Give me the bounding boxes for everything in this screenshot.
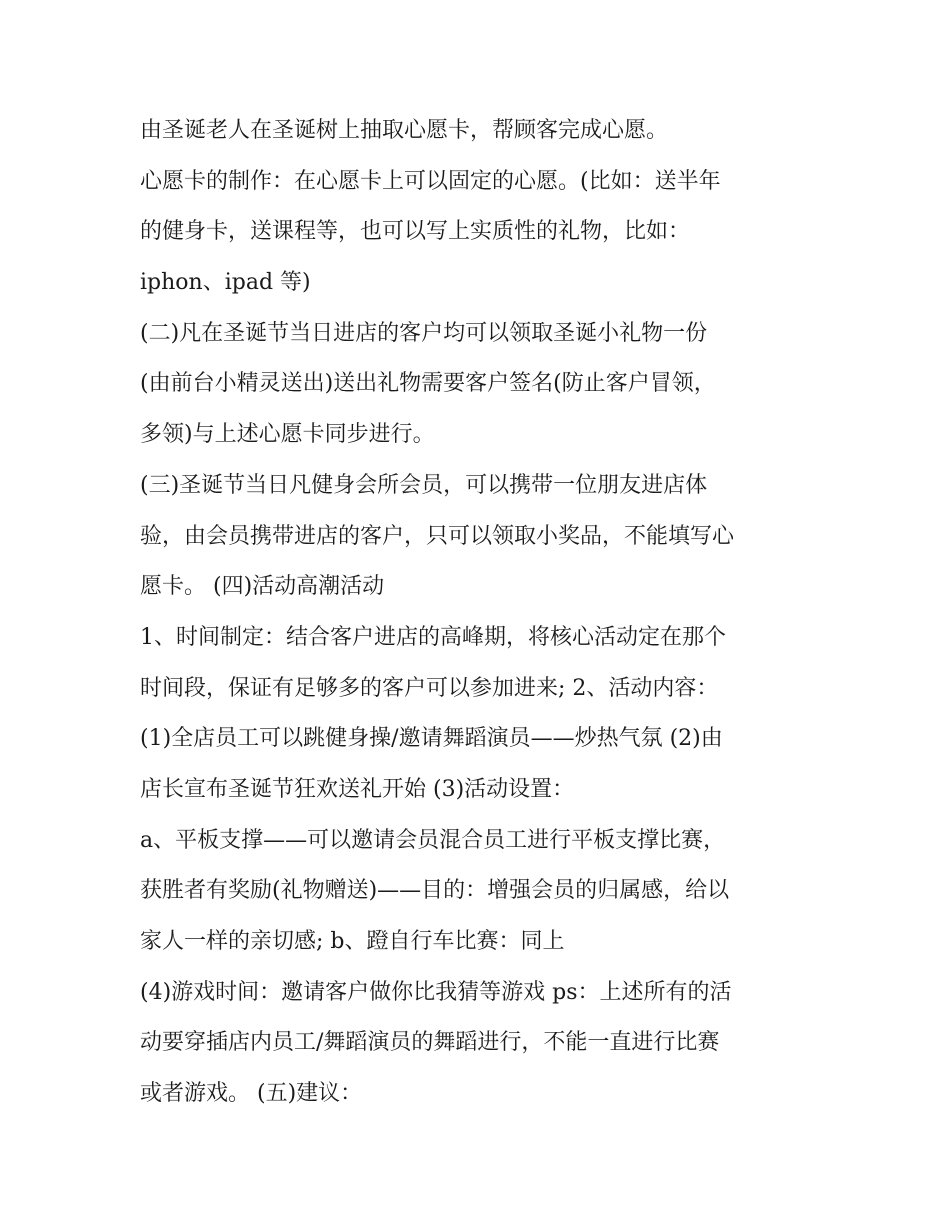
text-line: 家人一样的亲切感; b、蹬自行车比赛：同上 [140,929,565,954]
text-line: 或者游戏。 (五)建议： [140,1081,363,1107]
text-line: (4)游戏时间：邀请客户做你比我猜等游戏 ps：上述所有的活 [140,979,732,1005]
text-line: (三)圣诞节当日凡健身会所会员，可以携带一位朋友进店体 [140,472,708,498]
text-line: 验，由会员携带进店的客户，只可以领取小奖品，不能填写心 [140,523,735,549]
text-line: (1)全店员工可以跳健身操/邀请舞蹈演员——炒热气氛 (2)由 [140,726,723,752]
text-line: (二)凡在圣诞节当日进店的客户均可以领取圣诞小礼物一份 [140,320,708,346]
text-line: 心愿卡的制作：在心愿卡上可以固定的心愿。(比如：送半年 [140,168,721,194]
text-line: 动要穿插店内员工/舞蹈演员的舞蹈进行，不能一直进行比赛 [140,1030,720,1056]
text-line: 的健身卡，送课程等，也可以写上实质性的礼物，比如： [140,219,691,245]
text-line: 时间段，保证有足够多的客户可以参加进来; 2、活动内容： [140,675,719,701]
text-line: 愿卡。 (四)活动高潮活动 [140,574,385,600]
text-line: 获胜者有奖励(礼物赠送)——目的：增强会员的归属感，给以 [140,878,730,904]
document-body [140,106,830,1120]
text-line: 1、时间制定：结合客户进店的高峰期，将核心活动定在那个 [140,624,726,650]
text-line: iphon、ipad 等) [140,270,311,296]
text-line: 多领)与上述心愿卡同步进行。 [140,422,435,448]
text-line: (由前台小精灵送出)送出礼物需要客户签名(防止客户冒领， [140,371,716,397]
text-line: 店长宣布圣诞节狂欢送礼开始 (3)活动设置： [140,776,575,802]
text-line: a、平板支撑——可以邀请会员混合员工进行平板支撑比赛， [140,827,726,853]
text-line: 由圣诞老人在圣诞树上抽取心愿卡，帮顾客完成心愿。 [140,118,669,143]
